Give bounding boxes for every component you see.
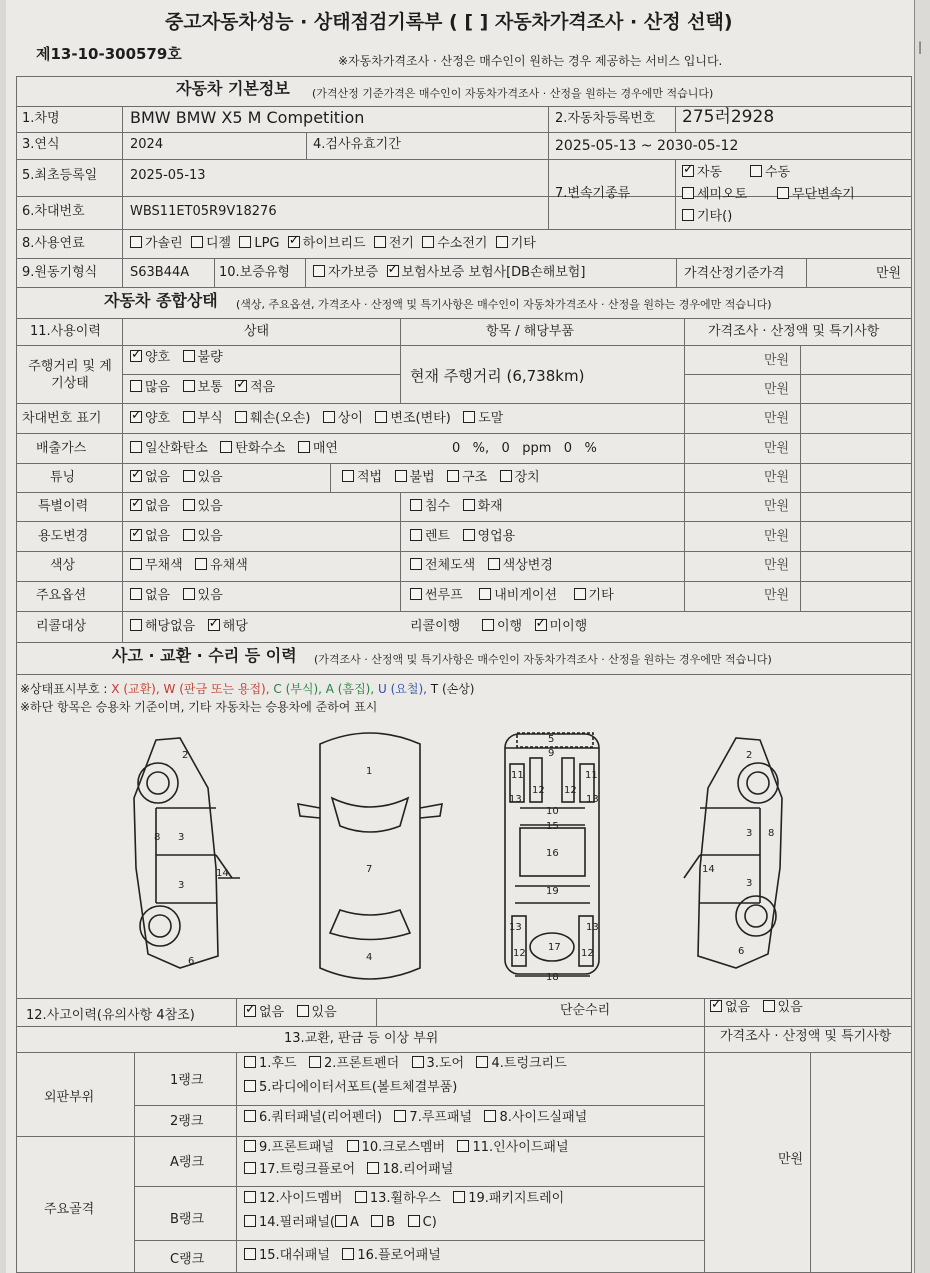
- basic-section-note: (가격산정 기준가격은 매수인이 자동차가격조사 · 산정을 원하는 경우에만 적습니다): [312, 87, 714, 100]
- part-13-rear-left-label: 13: [509, 922, 522, 933]
- frame-label: 주요골격: [44, 1202, 95, 1217]
- emission-label: 배출가스: [36, 441, 87, 456]
- use-change-detail-options[interactable]: 렌트 영업용: [410, 529, 515, 545]
- left-side-car-outline: [134, 738, 240, 968]
- transmission-label: 7.변속기종류: [555, 186, 631, 201]
- color-label: 색상: [50, 558, 76, 573]
- next-page-edge: [914, 0, 930, 1273]
- warranty-label: 10.보증유형: [219, 265, 290, 280]
- inspection-value: 2025-05-13 ~ 2030-05-12: [555, 138, 739, 154]
- color-options[interactable]: 무채색 유채색: [130, 558, 248, 574]
- car-name-value: BMW BMW X5 M Competition: [130, 108, 365, 127]
- document-title: 중고자동차성능 · 상태점검기록부 ( [ ] 자동차가격조사 · 산정 선택): [165, 11, 733, 33]
- special-detail-options[interactable]: 침수 화재: [410, 499, 503, 515]
- accident-section-title: 사고 · 교환 · 수리 등 이력: [112, 646, 297, 665]
- part-3-left-rear-label: 3: [178, 880, 185, 891]
- part-2-left-label: 2: [182, 750, 189, 761]
- part-8-left-label: 8: [154, 832, 161, 843]
- tuning-price: 만원: [764, 470, 790, 485]
- trans-other-option[interactable]: 기타(): [682, 209, 732, 225]
- price-base-label: 가격산정기준가격: [684, 266, 785, 281]
- basic-section-title: 자동차 기본정보: [176, 79, 290, 98]
- document-number: 제13-10-300579호: [36, 45, 182, 63]
- simple-repair-options[interactable]: ✓ 없음 있음: [710, 1000, 803, 1016]
- tuning-label: 튜닝: [50, 470, 76, 485]
- part-3-right-rear-label: 3: [746, 878, 753, 889]
- options-price: 만원: [764, 588, 790, 603]
- use-change-label: 용도변경: [38, 529, 89, 544]
- edge-mark: |: [918, 40, 923, 54]
- part-7-label: 7: [366, 864, 373, 875]
- part-5-label: 5: [548, 734, 555, 745]
- trans-manual-option[interactable]: 수동: [750, 165, 790, 181]
- rankA-items-row2[interactable]: 17.트렁크플로어 18.리어패널: [244, 1162, 453, 1178]
- simple-repair-label: 단순수리: [560, 1003, 611, 1018]
- gauge-state[interactable]: ✓양호 불량: [130, 350, 223, 366]
- mileage-label: 주행거리 및 계기상태: [28, 359, 112, 391]
- part-19-label: 19: [546, 886, 559, 897]
- part-4-label: 4: [366, 952, 373, 963]
- accident-history-options[interactable]: ✓ 없음 있음: [244, 1005, 337, 1021]
- emission-price: 만원: [764, 441, 790, 456]
- recall-options[interactable]: 해당없음 ✓ 해당: [130, 619, 248, 635]
- emission-values: 0 %, 0 ppm 0 %: [452, 441, 597, 456]
- passenger-car-note: ※하단 항목은 승용차 기준이며, 기타 자동차는 승용차에 준하여 표시: [20, 700, 378, 714]
- part-18-label: 18: [546, 972, 559, 983]
- main-options-state[interactable]: 없음 있음: [130, 588, 223, 604]
- rankB-label: B랭크: [170, 1212, 205, 1227]
- part-1-label: 1: [366, 766, 373, 777]
- part-13-front-left-label: 13: [509, 794, 522, 805]
- part-9-label: 9: [548, 748, 555, 759]
- trans-auto-option[interactable]: ✓자동: [682, 165, 722, 181]
- part-2-right-label: 2: [746, 750, 753, 761]
- part-16-label: 16: [546, 848, 559, 859]
- first-reg-value: 2025-05-13: [130, 168, 206, 183]
- part-12-rear-right-label: 12: [581, 948, 594, 959]
- price-col-header: 가격조사 · 산정액 및 특기사항: [708, 324, 880, 339]
- part-14-left-label: 14: [216, 868, 229, 879]
- part-12-front-left-label: 12: [532, 785, 545, 796]
- trans-semi-option[interactable]: 세미오토: [682, 187, 747, 203]
- part-14-right-label: 14: [702, 864, 715, 875]
- part-12-rear-left-label: 12: [513, 948, 526, 959]
- special-history-options[interactable]: ✓ 없음 있음: [130, 499, 223, 515]
- fuel-label: 8.사용연료: [22, 236, 85, 251]
- main-options-detail[interactable]: 썬루프 내비게이션 기타: [410, 588, 614, 604]
- rank2-label: 2랭크: [170, 1114, 204, 1129]
- special-history-label: 특별이력: [38, 499, 89, 514]
- fuel-options[interactable]: 가솔린 디젤 LPG ✓ 하이브리드 전기 수소전기 기타: [130, 236, 536, 252]
- part-11-right-label: 11: [585, 770, 598, 781]
- emission-options[interactable]: 일산화탄소 탄화수소 매연: [130, 441, 338, 457]
- accident-section-note: (가격조사 · 산정액 및 특기사항은 매수인이 자동차가격조사 · 산정을 원하는 경우에만 적습니다): [314, 653, 772, 666]
- rank1-items-row1[interactable]: 1.후드 2.프론트펜더 3.도어 4.트렁크리드: [244, 1056, 567, 1072]
- status-section-note: (색상, 주요옵션, 가격조사 · 산정액 및 특기사항은 매수인이 자동차가격조사 · 산정을 원하는 경우에만 적습니다): [236, 298, 772, 311]
- tuning-detail-options[interactable]: 적법 불법 구조 장치: [342, 470, 540, 486]
- inspection-label: 4.검사유효기간: [313, 137, 401, 152]
- main-options-label: 주요옵션: [36, 588, 87, 603]
- vehicle-diagram: [120, 728, 920, 990]
- color-price: 만원: [764, 558, 790, 573]
- use-change-price: 만원: [764, 529, 790, 544]
- recall-perform-label: 리콜이행: [410, 619, 461, 634]
- engine-label: 9.원동기형식: [22, 265, 98, 280]
- service-notice: ※자동차가격조사 · 산정은 매수인이 원하는 경우 제공하는 서비스 입니다.: [338, 54, 723, 68]
- car-name-label: 1.차명: [22, 111, 60, 126]
- part-8-right-label: 8: [768, 828, 775, 839]
- part-3-left-front-label: 3: [178, 832, 185, 843]
- use-change-options[interactable]: ✓ 없음 있음: [130, 529, 223, 545]
- rankB-items-row1[interactable]: 12.사이드멤버 13.휠하우스 19.패키지트레이: [244, 1191, 564, 1207]
- accident-history-label: 12.사고이력(유의사항 4참조): [26, 1008, 195, 1023]
- trans-cvt-option[interactable]: 무단변속기: [777, 187, 855, 203]
- first-reg-label: 5.최초등록일: [22, 168, 98, 183]
- part-11-left-label: 11: [511, 770, 524, 781]
- special-price: 만원: [764, 499, 790, 514]
- price-base-unit: 만원: [876, 266, 902, 281]
- status-section-title: 자동차 종합상태: [104, 291, 218, 310]
- rank1-items-row2[interactable]: 5.라디에이터서포트(볼트체결부품): [244, 1080, 457, 1096]
- part-10-label: 10: [546, 806, 559, 817]
- part-3-right-front-label: 3: [746, 828, 753, 839]
- rankC-items[interactable]: 15.대쉬패널 16.플로어패널: [244, 1248, 441, 1264]
- reg-no-label: 2.자동차등록번호: [555, 111, 656, 126]
- state-col-header: 상태: [244, 324, 270, 339]
- recall-label: 리콜대상: [36, 619, 87, 634]
- part-6-left-label: 6: [188, 956, 195, 967]
- mileage-price-1: 만원: [764, 353, 790, 368]
- parts-title: 13.교환, 판금 등 이상 부위: [284, 1031, 439, 1046]
- vin-label: 6.차대번호: [22, 204, 85, 219]
- warranty-options[interactable]: 자가보증 ✓ 보험사보증 보험사[DB손해보험]: [313, 265, 585, 281]
- rank2-items[interactable]: 6.쿼터패널(리어펜더) 7.루프패널 8.사이드실패널: [244, 1110, 587, 1126]
- part-17-label: 17: [548, 942, 561, 953]
- exterior-label: 외판부위: [44, 1090, 95, 1105]
- status-code-legend: ※상태표시부호 : X (교환), W (판금 또는 용접), C (부식), A (흠집), U (요철), T (손상): [20, 682, 475, 696]
- mileage-price-2: 만원: [764, 382, 790, 397]
- part-6-right-label: 6: [738, 946, 745, 957]
- color-detail-options[interactable]: 전체도색 색상변경: [410, 558, 553, 574]
- rankA-label: A랭크: [170, 1155, 205, 1170]
- rankC-label: C랭크: [170, 1252, 205, 1267]
- engine-value: S63B44A: [130, 265, 190, 280]
- recall-perform-options[interactable]: 이행 ✓ 미이행: [482, 619, 587, 635]
- mileage-value: 현재 주행거리 (6,738km): [410, 367, 585, 385]
- vin-mark-options[interactable]: ✓ 양호 부식 훼손(오손) 상이 변조(변타) 도말: [130, 411, 503, 427]
- vin-value: WBS11ET05R9V18276: [130, 204, 277, 219]
- parts-price-unit: 만원: [778, 1152, 804, 1167]
- price-title: 가격조사 · 산정액 및 특기사항: [720, 1029, 892, 1044]
- rankA-items-row1[interactable]: 9.프론트패널 10.크로스멤버 11.인사이드패널: [244, 1140, 569, 1156]
- item-col-header: 항목 / 해당부품: [486, 324, 574, 339]
- part-13-front-right-label: 13: [586, 794, 599, 805]
- right-side-car-outline: [684, 738, 782, 968]
- vin-mark-price: 만원: [764, 411, 790, 426]
- rank1-label: 1랭크: [170, 1073, 204, 1088]
- reg-no-value: 275러2928: [682, 107, 775, 127]
- rankB-items-row2[interactable]: 14.필러패널( A B C): [244, 1215, 437, 1231]
- year-value: 2024: [130, 137, 164, 152]
- vin-mark-label: 차대번호 표기: [22, 411, 102, 426]
- part-12-front-right-label: 12: [564, 785, 577, 796]
- mileage-state[interactable]: 많음 보통 ✓ 적음: [130, 380, 275, 396]
- part-13-rear-right-label: 13: [586, 922, 599, 933]
- year-label: 3.연식: [22, 137, 60, 152]
- part-15-label: 15: [546, 821, 559, 832]
- tuning-options[interactable]: ✓ 없음 있음: [130, 470, 223, 486]
- usage-col-header: 11.사용이력: [30, 324, 101, 339]
